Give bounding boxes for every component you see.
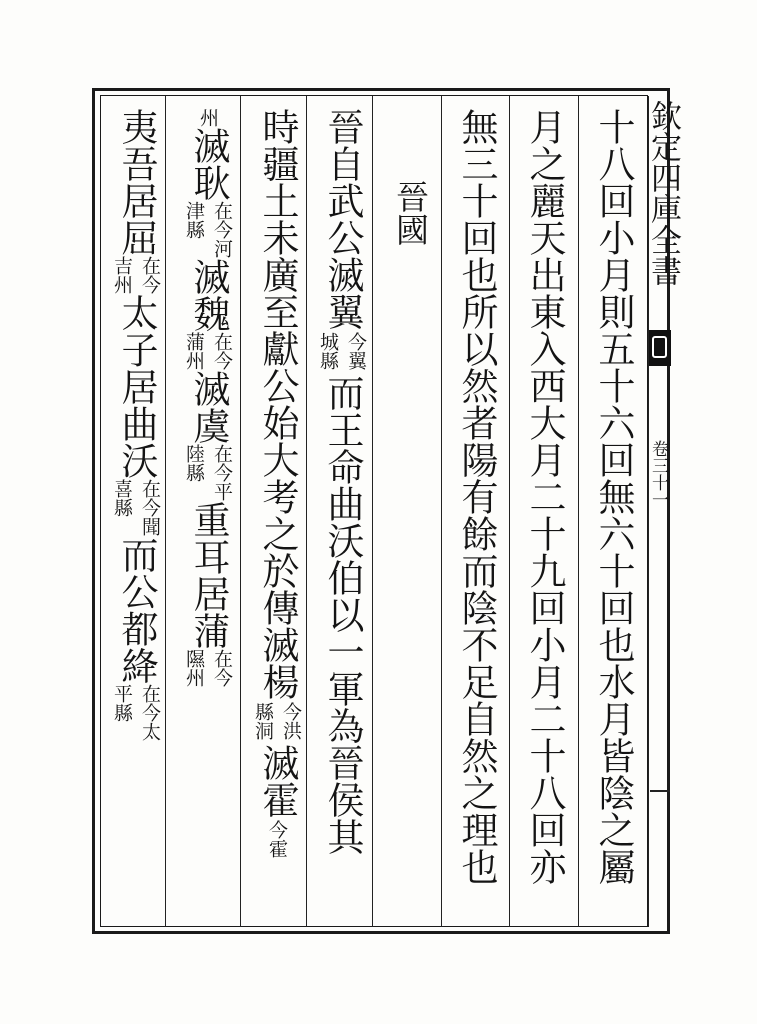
section-heading: 晉國 — [391, 180, 430, 246]
juan-number: 卷三十一 — [648, 440, 668, 508]
text-column — [180, 108, 236, 687]
annotation-line: 城縣 — [317, 332, 339, 370]
annotation — [252, 702, 302, 740]
annotation — [183, 649, 233, 687]
column-text: 滅魏 — [187, 258, 230, 332]
fishtail-mark — [649, 330, 671, 366]
column-text: 月之麗天出東入西大月二十九回小月二十八回亦 — [523, 108, 566, 885]
text-column — [108, 108, 164, 741]
annotation — [183, 201, 233, 258]
column-rule — [441, 96, 442, 927]
column-text: 而王命曲沃伯以一軍為晉侯其 — [321, 374, 364, 855]
annotation-line: 喜縣 — [111, 479, 133, 517]
annotation-line: 在今 — [139, 256, 161, 294]
annotation-line: 在今聞 — [139, 479, 161, 536]
column-text: 滅霍 — [256, 744, 299, 818]
text-column — [253, 108, 301, 858]
annotation-line: 在今 — [211, 332, 233, 370]
annotation — [111, 684, 161, 741]
annotation-line: 在今太 — [139, 684, 161, 741]
annotation-line: 今霍 — [266, 820, 288, 858]
annotation-line: 平縣 — [111, 684, 133, 722]
annotation-line: 今洪 — [280, 702, 302, 740]
annotation — [183, 332, 233, 370]
column-text: 滅虞 — [187, 370, 230, 444]
annotation-line: 在今河 — [211, 201, 233, 258]
column-text: 夷吾居屈 — [115, 108, 158, 256]
column-rule — [509, 96, 510, 927]
text-column — [317, 108, 367, 855]
column-text: 十八回小月則五十六回無六十回也水月皆陰之屬 — [592, 108, 635, 885]
annotation-line: 縣洞 — [252, 702, 274, 740]
annotation — [183, 444, 233, 501]
annotation — [111, 479, 161, 536]
annotation-line: 吉州 — [111, 256, 133, 294]
annotation-line: 州 — [197, 108, 219, 127]
annotation-line: 津縣 — [183, 201, 205, 239]
column-text: 無三十回也所以然者陽有餘而陰不足自然之理也 — [455, 108, 498, 885]
annotation-line: 陸縣 — [183, 444, 205, 482]
text-column — [593, 108, 633, 885]
column-text: 重耳居蒲 — [187, 501, 230, 649]
column-rule — [240, 96, 241, 927]
annotation-line: 在今 — [211, 649, 233, 687]
annotation-line: 隰州 — [183, 649, 205, 687]
column-text: 而公都絳 — [115, 536, 158, 684]
column-rule — [165, 96, 166, 927]
text-column — [524, 108, 564, 885]
column-text: 太子居曲沃 — [115, 294, 158, 479]
column-rule — [578, 96, 579, 927]
annotation-line: 蒲州 — [183, 332, 205, 370]
column-rule — [372, 96, 373, 927]
annotation — [111, 256, 161, 294]
column-text: 晉自武公滅翼 — [321, 108, 364, 330]
annotation-line: 今翼 — [345, 332, 367, 370]
column-rule — [306, 96, 307, 927]
text-column — [456, 108, 496, 885]
annotation — [197, 108, 219, 127]
annotation-line: 在今平 — [211, 444, 233, 501]
book-title: 欽定四庫全書 — [645, 100, 681, 286]
column-text: 滅耿 — [187, 127, 230, 201]
margin-tick — [650, 790, 670, 792]
annotation — [317, 332, 367, 370]
annotation — [266, 820, 288, 858]
column-text: 時疆土未廣至獻公始大考之於傳滅楊 — [256, 108, 299, 700]
